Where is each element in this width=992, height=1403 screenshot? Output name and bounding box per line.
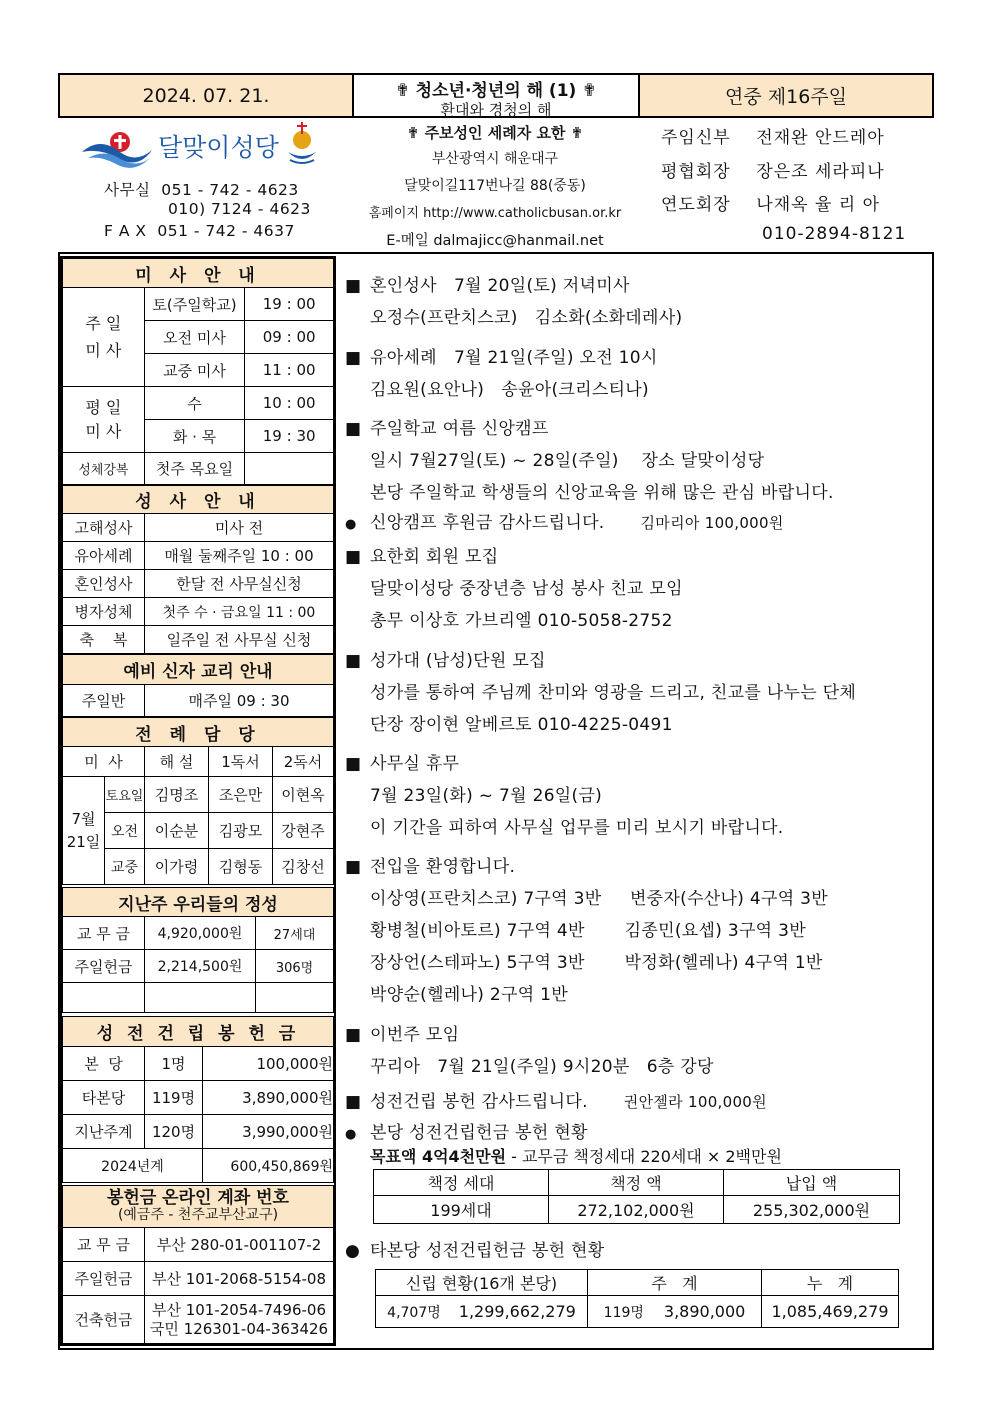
notice-text: 이 기간을 피하여 사무실 업무를 미리 보시기 바랍니다.: [370, 818, 784, 838]
sacrament-value: 일주일 전 사무실 신청: [145, 626, 334, 654]
building-year-label: 2024년계: [63, 1149, 203, 1183]
notice-text: 본당 주일학교 학생들의 신앙교육을 위해 많은 관심 바랍니다.: [370, 483, 834, 503]
notice-bullet: ■: [345, 276, 362, 296]
liturgy-mass: 토요일: [105, 777, 145, 813]
other-signup-count: 4,707명: [387, 1304, 441, 1321]
mass-time: 19 : 30: [245, 420, 334, 453]
notice-bullet: ■: [345, 857, 362, 877]
notice-text: 장상언(스테파노) 5구역 3반 박정화(헬레나) 4구역 1반: [370, 953, 823, 973]
sacrament-value: 미사 전: [145, 514, 334, 542]
adoration-value: 첫주 목요일: [144, 453, 245, 485]
target-line: [370, 1144, 782, 1167]
notice-line: [345, 1020, 459, 1045]
weekday-mass-label: 평 일 미 사: [63, 387, 145, 453]
building-name: 타본당: [63, 1081, 145, 1115]
accounts-title: 봉헌금 온라인 계좌 번호: [107, 1188, 289, 1209]
divider: [58, 1348, 934, 1350]
notice-text: 단장 장이현 알베르토 010-4225-0491: [370, 715, 673, 735]
notice-line: [370, 948, 823, 973]
account-number: 부산 101-2068-5154-08: [145, 1262, 334, 1296]
account-name: 건축헌금: [63, 1296, 145, 1344]
sacrament-name: 혼인성사: [63, 570, 145, 598]
liturgy-table: [62, 717, 334, 885]
notice-text: 전입을 환영합니다.: [370, 857, 516, 877]
home-header: 책정 액: [549, 1170, 724, 1196]
sacrament-value: 한달 전 사무실신청: [145, 570, 334, 598]
building-name: 지난주계: [63, 1115, 145, 1149]
liturgical-week: 연중 제16주일: [640, 75, 932, 116]
sacrament-name: 유아세례: [63, 542, 145, 570]
header-bar: [58, 73, 934, 118]
liturgy-reader1: 김형동: [209, 849, 273, 885]
address-line1: 부산광역시 해운대구: [431, 151, 559, 167]
notice-text: 달맞이성당 중장년층 남성 봉사 친교 모임: [370, 579, 683, 599]
other-signup-cell: [376, 1296, 588, 1328]
left-column: [60, 256, 336, 1346]
notice-line: [345, 414, 549, 439]
liturgy-title: 전 례 담 당: [63, 718, 334, 747]
notice-text: 성전건립 봉헌 감사드립니다.: [370, 1092, 588, 1112]
homepage-link[interactable]: 홈페이지 http://www.catholicbusan.or.kr: [368, 206, 622, 221]
notice-extra: 김마리아 100,000원: [640, 514, 784, 532]
notice-line: [370, 478, 834, 503]
mass-time: 19 : 00: [245, 288, 334, 321]
sacrament-table: [62, 485, 334, 654]
notice-line: [345, 646, 546, 671]
contact-phone: 010-2894-8121: [762, 224, 907, 244]
home-value: 199세대: [374, 1196, 549, 1224]
notice-bullet: ●: [345, 517, 357, 532]
liturgy-reader1: 조은만: [209, 777, 273, 813]
notice-text: 꾸리아 7월 21일(주일) 9시20분 6층 강당: [370, 1057, 714, 1077]
sacrament-title: 성 사 안 내: [63, 486, 334, 514]
offering-name: 교 무 금: [63, 917, 145, 950]
notice-line: [370, 1052, 714, 1077]
home-status-table: [373, 1169, 900, 1224]
building-amount: 3,890,000원: [203, 1081, 334, 1115]
notice-bullet: ●: [345, 1241, 361, 1261]
target-rest: - 교무금 책정세대 220세대 × 2백만원: [506, 1147, 782, 1166]
other-title-row: [345, 1236, 605, 1261]
office-mobile: 010) 7124 - 4623: [168, 200, 311, 218]
address-line2: 달맞이길117번나길 88(중동): [404, 178, 586, 194]
divider: [932, 252, 934, 1350]
notice-text: 이상영(프란치스코) 7구역 3반 변중자(수산나) 4구역 3반: [370, 889, 828, 909]
notice-line: [370, 375, 649, 400]
notice-text: 혼인성사 7월 20일(토) 저녁미사: [370, 276, 630, 296]
building-count: 1명: [145, 1047, 203, 1081]
notice-line: [370, 574, 683, 599]
notice-text: 황병철(비아토르) 7구역 4반 김종민(요셉) 3구역 3반: [370, 921, 806, 941]
building-year-amount: 600,450,869원: [203, 1149, 334, 1183]
patron-saint: ✟ 주보성인 세례자 요한 ✟: [406, 124, 584, 142]
mass-table: [62, 258, 334, 485]
parish-logo: [80, 122, 330, 170]
notice-line: [345, 749, 459, 774]
building-amount: 100,000원: [203, 1047, 334, 1081]
other-title: 타본당 성전건립헌금 봉헌 현황: [370, 1241, 605, 1261]
notice-text: 신앙캠프 후원금 감사드립니다.: [370, 513, 605, 533]
notice-line: [370, 884, 828, 909]
council-president: 평협회장 장은조 세라피나: [661, 162, 885, 182]
liturgy-header: 1독서: [209, 747, 273, 777]
email-link[interactable]: E-메일 dalmajicc@hanmail.net: [386, 233, 604, 249]
notice-text: 오정수(프란치스코) 김소화(소화데레사): [370, 308, 683, 328]
liturgy-date: 7월 21일: [63, 777, 105, 885]
home-value: 255,302,000원: [724, 1196, 900, 1224]
other-week-count: 119명: [603, 1304, 644, 1321]
mass-name: 토(주일학교): [144, 288, 245, 321]
notice-text: 요한회 회원 모집: [370, 547, 499, 567]
mass-name: 교중 미사: [144, 354, 245, 387]
accounts-header: [63, 1186, 334, 1228]
liturgy-mass: 교중: [105, 849, 145, 885]
offering-amount: 4,920,000원: [145, 917, 256, 950]
offering-count: 306명: [256, 950, 334, 983]
divider: [58, 252, 934, 254]
notice-bullet: ■: [345, 1025, 362, 1045]
notice-line: [345, 508, 784, 533]
building-amount: 3,990,000원: [203, 1115, 334, 1149]
mass-name: 수: [144, 387, 245, 420]
notice-line: [370, 916, 806, 941]
notice-text: 총무 이상호 가브리엘 010-5058-2752: [370, 611, 673, 631]
liturgy-reader2: 김창선: [273, 849, 334, 885]
office-fax: F A X 051 - 742 - 4637: [104, 222, 295, 240]
mass-time: 11 : 00: [245, 354, 334, 387]
home-value: 272,102,000원: [549, 1196, 724, 1224]
offering-title: 지난주 우리들의 정성: [63, 888, 334, 917]
account-number: 부산 101-2054-7496-06: [151, 1300, 327, 1319]
notice-line: [345, 343, 658, 368]
liturgy-commentator: 이가령: [145, 849, 209, 885]
notice-line: [370, 446, 764, 471]
building-count: 120명: [145, 1115, 203, 1149]
notice-line: [345, 852, 515, 877]
liturgy-commentator: 이순분: [145, 813, 209, 849]
liturgy-header: 2독서: [273, 747, 334, 777]
notice-text: 성가대 (남성)단원 모집: [370, 651, 546, 671]
notice-text: 성가를 통하여 주님께 찬미와 영광을 드리고, 친교를 나누는 단체: [370, 683, 857, 703]
notice-bullet: ■: [345, 547, 362, 567]
notice-text: 본당 성전건립헌금 봉헌 현황: [370, 1123, 588, 1143]
notice-bullet: ■: [345, 419, 362, 439]
notice-bullet: ■: [345, 348, 362, 368]
notice-line: [345, 1087, 767, 1112]
notice-bullet: ■: [345, 754, 362, 774]
building-name: 본 당: [63, 1047, 145, 1081]
mass-title: 미 사 안 내: [63, 259, 334, 288]
offering-amount: 2,214,500원: [145, 950, 256, 983]
catechism-title: 예비 신자 교리 안내: [63, 655, 334, 685]
notice-line: [370, 303, 682, 328]
notice-line: [345, 271, 630, 296]
sacrament-value: 매월 둘째주일 10 : 00: [145, 542, 334, 570]
notice-text: 김요원(요안나) 송윤아(크리스티나): [370, 380, 649, 400]
notice-line: [345, 542, 498, 567]
mass-time: 09 : 00: [245, 321, 334, 354]
catechism-name: 주일반: [63, 685, 145, 717]
notice-text: 7월 23일(화) ~ 7월 26일(금): [370, 786, 603, 806]
other-week-amount: 3,890,000: [663, 1301, 746, 1321]
other-signup-amount: 1,299,662,279: [458, 1301, 576, 1321]
other-header: 주 계: [588, 1270, 762, 1296]
account-name: 주일헌금: [63, 1262, 145, 1296]
other-header: 누 계: [762, 1270, 899, 1296]
liturgy-reader2: 강현주: [273, 813, 334, 849]
account-name: 교 무 금: [63, 1228, 145, 1262]
notice-line: [370, 980, 568, 1005]
building-count: 119명: [145, 1081, 203, 1115]
accounts-subtitle: (예금주 - 천주교부산교구): [117, 1207, 279, 1224]
notice-line: [345, 1118, 588, 1143]
mass-name: 오전 미사: [144, 321, 245, 354]
account-number: 부산 280-01-001107-2: [145, 1228, 334, 1262]
parish-logo-text: 달맞이성당: [158, 133, 279, 162]
account-building: [145, 1296, 334, 1344]
notice-line: [370, 678, 856, 703]
building-title: 성 전 건 립 봉 헌 금: [63, 1017, 334, 1047]
offering-table: [62, 887, 334, 1013]
liturgy-reader2: 이현옥: [273, 777, 334, 813]
catechism-table: [62, 654, 334, 717]
account-number: 국민 126301-04-363426: [149, 1319, 329, 1338]
target-bold: 목표액 4억4천만원: [370, 1147, 507, 1166]
sunday-mass-label: 주 일 미 사: [63, 288, 145, 387]
notice-text: 이번주 모임: [370, 1025, 460, 1045]
sacrament-name: 축 복: [63, 626, 145, 654]
mass-time: 10 : 00: [245, 387, 334, 420]
notice-line: [370, 781, 602, 806]
sacrament-value: 첫주 수 · 금요일 11 : 00: [145, 598, 334, 626]
other-status-table: [375, 1269, 899, 1328]
liturgy-header: 미 사: [63, 747, 145, 777]
theme-subtitle: 환대와 경청의 해: [440, 101, 552, 119]
offering-name: 주일헌금: [63, 950, 145, 983]
notice-extra: 권안젤라 100,000원: [623, 1093, 767, 1111]
catechism-value: 매주일 09 : 30: [145, 685, 334, 717]
home-header: 납입 액: [724, 1170, 900, 1196]
liturgy-reader1: 김광모: [209, 813, 273, 849]
adoration-label: 성체강복: [63, 453, 145, 485]
sacrament-name: 고해성사: [63, 514, 145, 542]
notice-text: 주일학교 여름 신앙캠프: [370, 419, 549, 439]
notice-text: 사무실 휴무: [370, 754, 460, 774]
notice-text: 박양순(헬레나) 2구역 1반: [370, 985, 569, 1005]
notice-bullet: ●: [345, 1127, 357, 1142]
elder-president: 연도회장 나재옥 율 리 아: [661, 195, 881, 215]
notice-line: [370, 606, 673, 631]
liturgy-commentator: 김명조: [145, 777, 209, 813]
notice-line: [370, 710, 673, 735]
parish-logo-icon: [80, 122, 330, 170]
other-header: 신립 현황(16개 본당): [376, 1270, 588, 1296]
liturgy-header: 해 설: [145, 747, 209, 777]
office-phone: 사무실 051 - 742 - 4623: [104, 181, 299, 199]
other-week-cell: [588, 1296, 762, 1328]
building-table: [62, 1016, 334, 1183]
liturgy-mass: 오전: [105, 813, 145, 849]
notice-text: 유아세례 7월 21일(주일) 오전 10시: [370, 348, 658, 368]
notice-bullet: ■: [345, 1092, 362, 1112]
other-total: 1,085,469,279: [762, 1296, 899, 1328]
notice-text: 일시 7월27일(토) ~ 28일(주일) 장소 달맞이성당: [370, 451, 765, 471]
offering-count: 27세대: [256, 917, 334, 950]
pastor-name: 주임신부 전재완 안드레아: [661, 128, 885, 148]
bulletin-date: 2024. 07. 21.: [60, 75, 352, 116]
home-header: 책정 세대: [374, 1170, 549, 1196]
accounts-table: [62, 1185, 334, 1344]
notice-bullet: ■: [345, 651, 362, 671]
year-theme: [352, 75, 640, 119]
mass-name: 화 · 목: [144, 420, 245, 453]
notice-line: [370, 813, 784, 838]
theme-title: ✟ 청소년·청년의 해 (1) ✟: [395, 81, 597, 101]
sacrament-name: 병자성체: [63, 598, 145, 626]
